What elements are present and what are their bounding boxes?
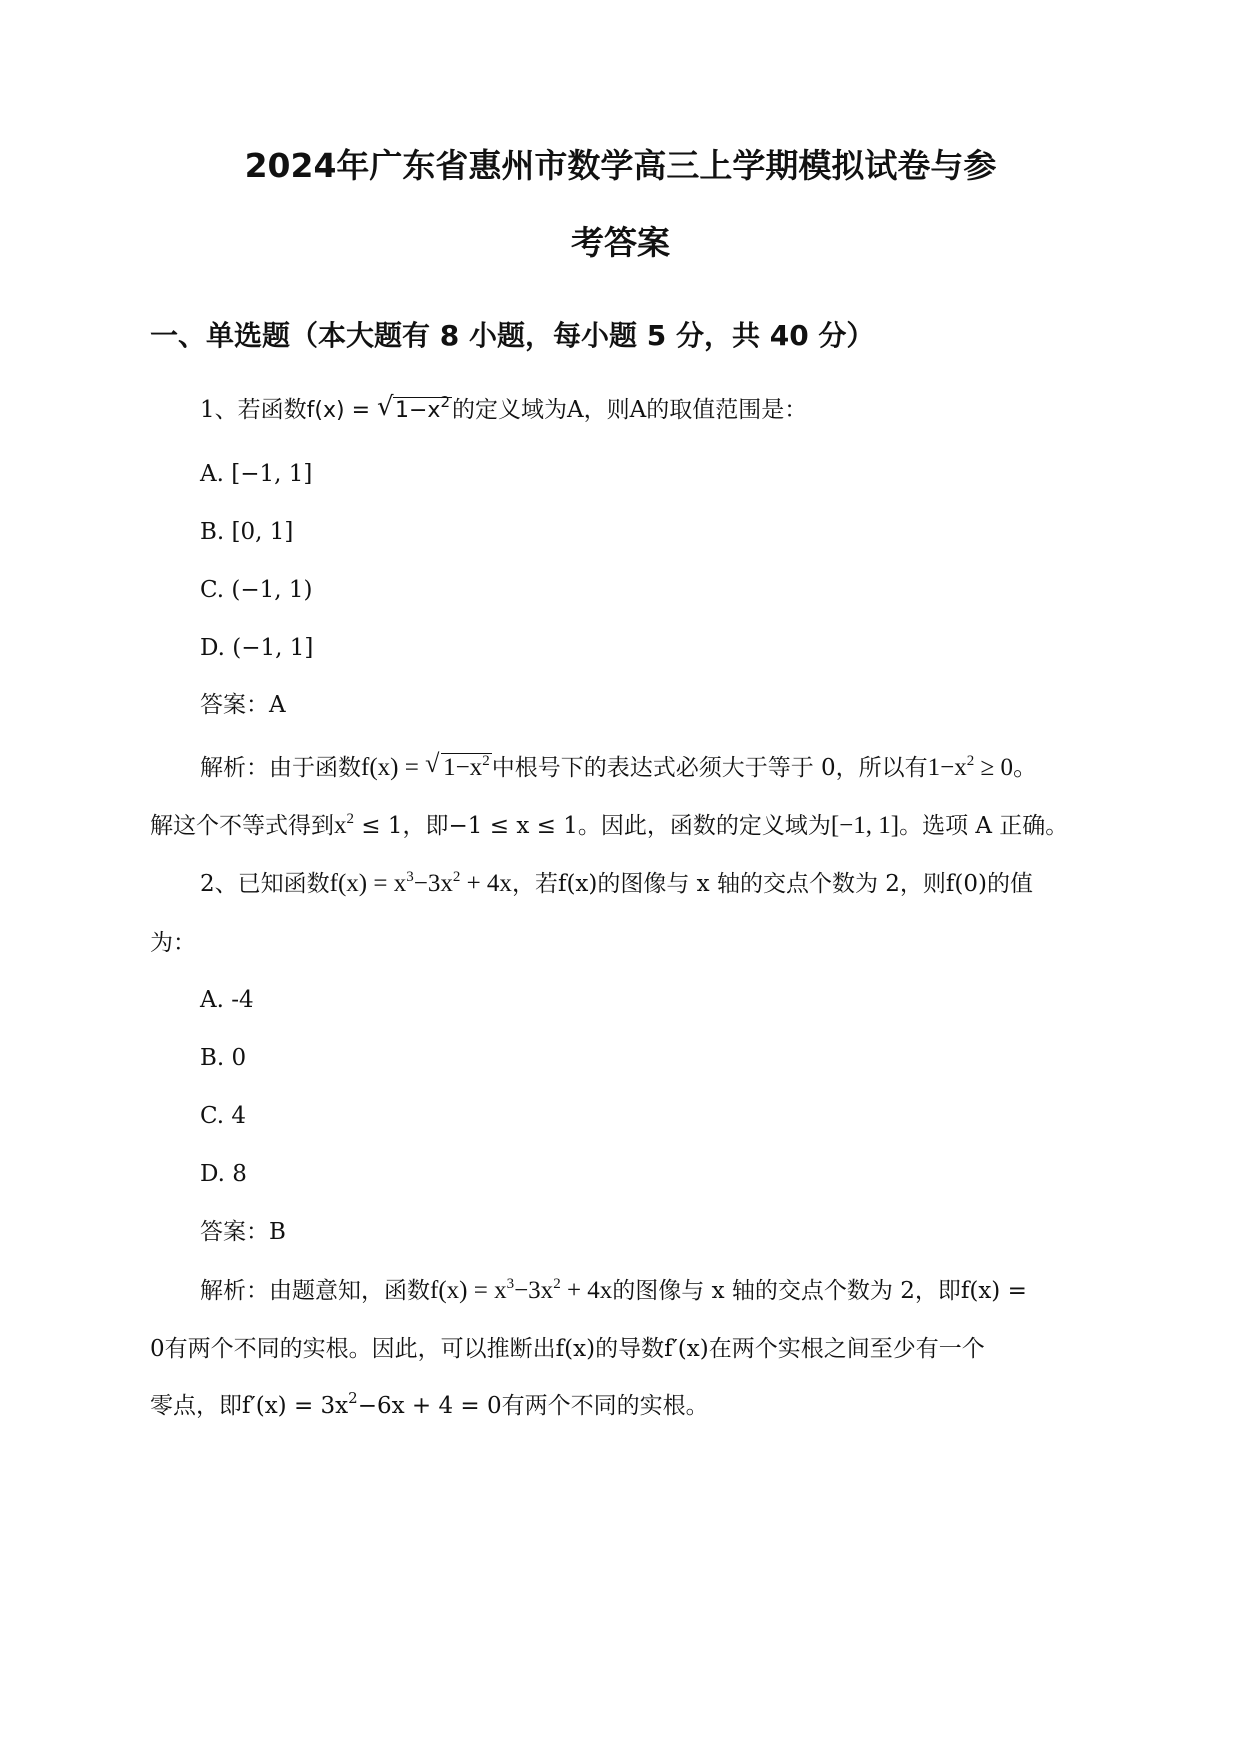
- question-1-analysis-line1: [200, 749, 1038, 784]
- radical-icon: √: [377, 392, 394, 422]
- question-2-analysis-line1: [200, 1275, 1027, 1307]
- question-2-answer: 答案：B: [200, 1219, 286, 1245]
- function-term: −3x: [413, 870, 453, 897]
- question-1-option-a: A. [−1, 1]: [200, 461, 313, 487]
- sqrt-expression: [377, 392, 452, 427]
- question-2-stem-line2: 为：: [150, 930, 196, 956]
- inequality: [334, 812, 354, 839]
- variable-x: x: [334, 812, 347, 839]
- analysis-text: −6x + 4 = 0有两个不同的实根。: [357, 1393, 709, 1419]
- question-1-prefix: 1、若函数: [200, 397, 307, 423]
- exponent: 3: [506, 1276, 515, 1292]
- inequality-tail: ≥ 0。: [974, 754, 1038, 781]
- question-1-stem: [200, 394, 807, 427]
- exponent: 2: [452, 869, 461, 885]
- question-1-option-c: C. (−1, 1): [200, 577, 313, 603]
- function-term: + 4x: [460, 870, 512, 897]
- exponent: 3: [406, 869, 414, 885]
- function-term: + 4x: [560, 1277, 613, 1304]
- radical-icon: √: [425, 749, 440, 778]
- function-term: −3x: [514, 1277, 554, 1304]
- question-2-function: [330, 870, 512, 897]
- exponent: 2: [440, 393, 450, 411]
- exponent: 2: [482, 753, 490, 769]
- function-head: f(x) = x: [329, 870, 407, 897]
- question-2-analysis-line2: 0有两个不同的实根。因此，可以推断出f(x)的导数f′(x)在两个实根之间至少有一个: [150, 1336, 985, 1362]
- inequality-lhs: 1−x: [927, 754, 967, 781]
- domain-interval: [−1, 1]: [830, 812, 900, 839]
- section-heading-single-choice: 一、单选题（本大题有 8 小题，每小题 5 分，共 40 分）: [150, 319, 875, 352]
- exponent: 2: [346, 811, 354, 827]
- document-title-line2: 考答案: [571, 223, 670, 262]
- inequality: [928, 754, 1038, 781]
- exponent: 2: [348, 1389, 358, 1407]
- analysis-text: 零点，即f′(x) = 3x: [150, 1393, 349, 1419]
- exponent: 2: [966, 753, 975, 769]
- question-2-option-a: A. -4: [200, 987, 254, 1013]
- question-1-option-b: B. [0, 1]: [200, 519, 294, 545]
- question-2-analysis-line3: [150, 1390, 709, 1422]
- document-title-line1: 2024年广东省惠州市数学高三上学期模拟试卷与参: [244, 146, 997, 185]
- analysis-function: f(x) =: [361, 754, 426, 781]
- analysis-text: 解这个不等式得到: [150, 813, 334, 839]
- sqrt-argument: 1−x: [443, 754, 483, 781]
- function-head: f(x) = x: [430, 1277, 507, 1304]
- question-2-prefix: 2、已知函数: [200, 871, 330, 897]
- question-2-option-b: B. 0: [200, 1045, 247, 1071]
- question-2-rest: ，若f(x)的图像与 x 轴的交点个数为 2，则f(0)的值: [511, 871, 1033, 897]
- sqrt-expression: [425, 749, 492, 784]
- question-1-option-d: D. (−1, 1]: [200, 635, 314, 661]
- sqrt-argument: 1−x: [395, 398, 441, 423]
- question-1-function: f(x) =: [306, 398, 377, 423]
- analysis-function: [430, 1277, 612, 1304]
- question-2-option-c: C. 4: [200, 1103, 247, 1129]
- question-2-stem-line1: [200, 868, 1033, 900]
- question-1-analysis-line2: [150, 810, 1068, 842]
- analysis-text: ≤ 1，即−1 ≤ x ≤ 1。因此，函数的定义域为: [354, 813, 831, 839]
- exponent: 2: [553, 1276, 561, 1292]
- analysis-middle-text: 中根号下的表达式必须大于等于 0，所以有: [491, 755, 928, 781]
- analysis-prefix: 解析：由题意知，函数: [200, 1278, 430, 1304]
- question-1-answer: 答案：A: [200, 692, 286, 718]
- analysis-prefix: 解析：由于函数: [200, 755, 361, 781]
- analysis-text: 。选项 A 正确。: [899, 813, 1069, 839]
- question-2-option-d: D. 8: [200, 1161, 247, 1187]
- question-1-suffix: 的定义域为A，则A的取值范围是：: [452, 397, 808, 423]
- analysis-text: 的图像与 x 轴的交点个数为 2，即f(x) =: [612, 1278, 1027, 1304]
